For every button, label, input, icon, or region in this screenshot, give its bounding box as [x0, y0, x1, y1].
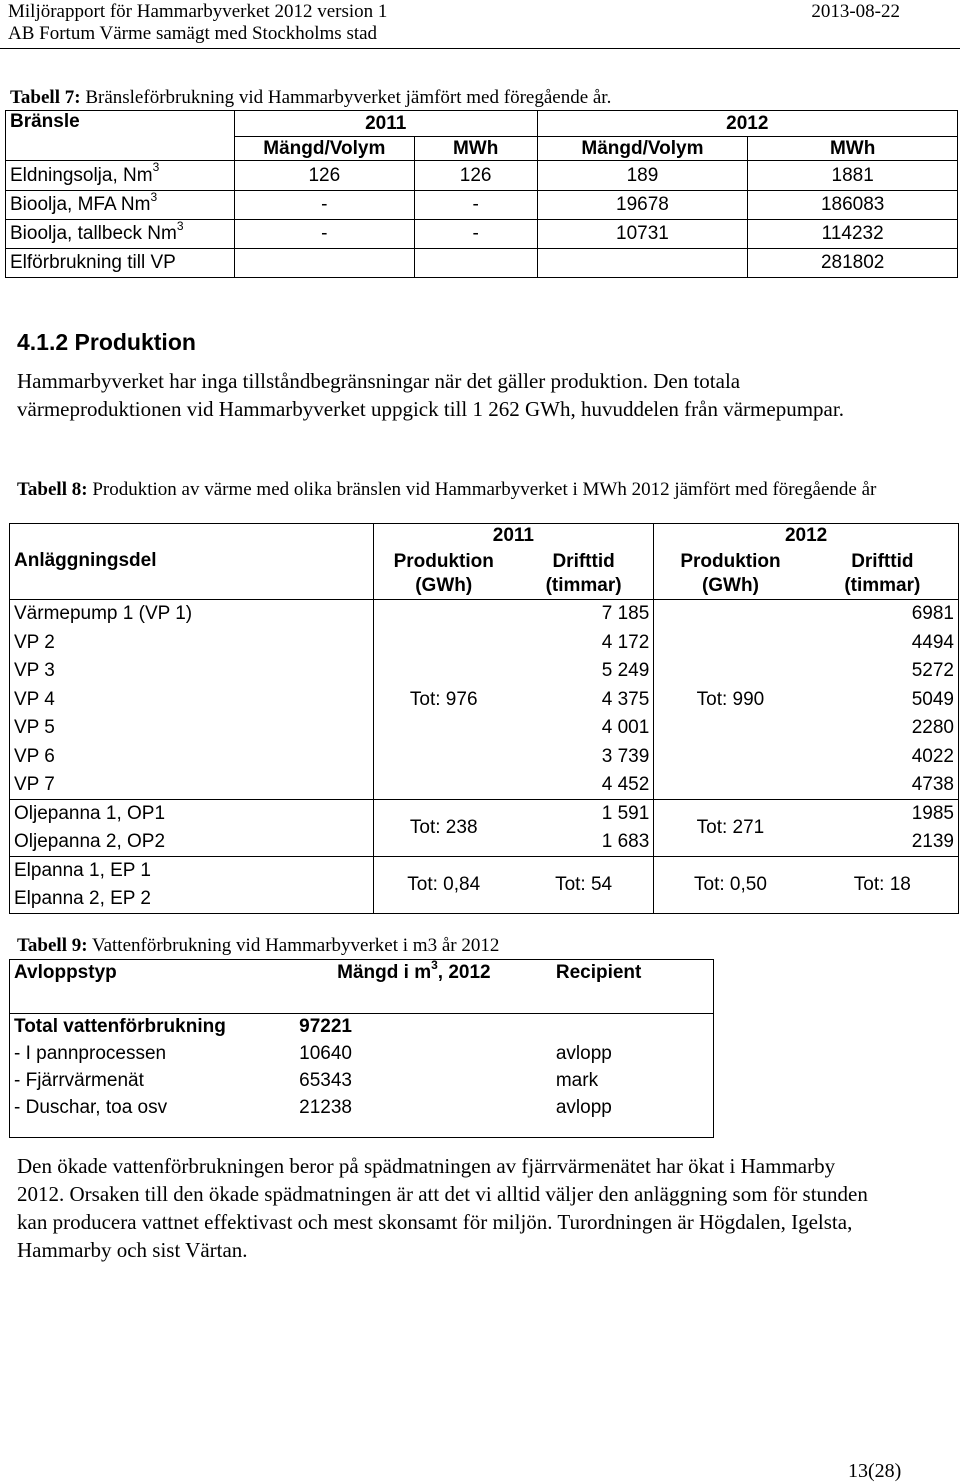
page-number: 13(28) — [848, 1460, 902, 1482]
drift-2012: 4494 — [911, 631, 954, 653]
table-row — [6, 161, 958, 191]
part-name: Värmepump 1 (VP 1) — [10, 600, 374, 629]
table-row — [10, 857, 959, 885]
amount-2012: 19678 — [537, 191, 748, 220]
fuel-name: Bioolja, MFA Nm$^3$ — [6, 191, 235, 220]
ep-drift-2011: Tot: 54 — [514, 857, 654, 914]
col-header-type: Avloppstyp — [14, 962, 117, 983]
water-amount: 21238 — [299, 1097, 352, 1118]
table7-caption-label: Tabell 7: — [10, 87, 81, 108]
drift-2011: 4 001 — [514, 714, 654, 743]
col-header-prod-2011: Produktion (GWh) — [393, 550, 494, 596]
fuel-name: Elförbrukning till VP — [6, 249, 235, 278]
col-header-fuel: Bränsle — [6, 111, 235, 161]
part-name: Elpanna 1, EP 1 — [10, 857, 374, 885]
table-row — [10, 1095, 714, 1122]
water-amount: 65343 — [299, 1070, 352, 1091]
col-header-amount: Mängd i $m^3$, 2012 — [337, 957, 491, 983]
drift-2012: 6981 — [911, 603, 954, 625]
amount-2011 — [234, 249, 414, 278]
drift-2011: 4 452 — [514, 771, 654, 800]
table-row — [10, 1068, 714, 1095]
table-row — [6, 220, 958, 249]
table8-caption-label: Tabell 8: — [17, 479, 88, 500]
mwh-2012: 186083 — [748, 191, 958, 220]
empty-header-cell — [10, 524, 374, 549]
mwh-2012: 1881 — [748, 161, 958, 191]
drift-2011: 1 683 — [514, 828, 654, 857]
op-total-2012: Tot: 271 — [696, 817, 765, 838]
ep-drift-2012: Tot: 18 — [853, 874, 911, 895]
water-amount: 10640 — [299, 1043, 352, 1064]
table-row — [10, 1014, 714, 1041]
ep-prod-2012: Tot: 0,50 — [694, 874, 767, 895]
part-name: VP 7 — [10, 771, 374, 800]
part-name: VP 3 — [10, 657, 374, 686]
water-recipient: avlopp — [552, 1095, 714, 1122]
water-recipient: avlopp — [552, 1041, 714, 1068]
mwh-2011: - — [414, 191, 537, 220]
drift-2011: 4 172 — [514, 629, 654, 657]
table-row — [10, 600, 959, 629]
drift-2012: 1985 — [911, 802, 954, 824]
water-recipient: mark — [552, 1068, 714, 1095]
water-type: - Duschar, toa osv — [10, 1095, 296, 1122]
part-name: Oljepanna 1, OP1 — [10, 800, 374, 828]
subheader-amount-2011: Mängd/Volym — [234, 137, 414, 161]
water-type: - I pannprocessen — [10, 1041, 296, 1068]
total-label: Total vattenförbrukning — [10, 1014, 296, 1041]
amount-2011: - — [234, 220, 414, 249]
company-name: AB Fortum Värme samägt med Stockholms stad — [8, 23, 378, 44]
col-header-2011: 2011 — [373, 524, 654, 549]
col-header-recipient: Recipient — [555, 962, 642, 983]
table-row — [6, 249, 958, 278]
document-date: 2013-08-22 — [811, 1, 900, 22]
part-name: VP 2 — [10, 629, 374, 657]
total-value: 97221 — [299, 1016, 352, 1038]
drift-2011: 3 739 — [514, 743, 654, 771]
production-table — [9, 523, 959, 914]
part-name: VP 6 — [10, 743, 374, 771]
subheader-mwh-2012: MWh — [748, 137, 958, 161]
op-total-2011: Tot: 238 — [409, 817, 478, 838]
part-name: Oljepanna 2, OP2 — [10, 828, 374, 857]
table8-caption — [17, 478, 917, 501]
table7-caption — [10, 87, 611, 109]
mwh-2011: - — [414, 220, 537, 249]
section-heading: 4.1.2 Produktion — [17, 329, 196, 355]
drift-2011: 5 249 — [514, 657, 654, 686]
table9-caption-text: Vattenförbrukning vid Hammarbyverket i m3 år 2012 — [87, 935, 500, 956]
water-consumption-table — [9, 959, 714, 1138]
col-header-2012: 2012 — [784, 525, 828, 547]
part-name: VP 5 — [10, 714, 374, 743]
drift-2011: 4 375 — [514, 686, 654, 714]
document-title: Miljörapport för Hammarbyverket 2012 version 1 — [8, 1, 388, 22]
part-name: VP 4 — [10, 686, 374, 714]
table-row — [10, 1041, 714, 1068]
amount-2012: 189 — [537, 161, 748, 191]
table8-caption-text: Produktion av värme med olika bränslen vid Hammarbyverket i MWh 2012 jämfört med föregående år — [87, 479, 877, 500]
table-row — [10, 800, 959, 828]
drift-2012: 4022 — [911, 745, 954, 767]
vp-total-2011: Tot: 976 — [373, 600, 514, 800]
drift-2012: 4738 — [911, 773, 954, 795]
fuel-name: Bioolja, tallbeck Nm$^3$ — [6, 220, 235, 249]
fuel-consumption-table — [5, 110, 958, 278]
table9-caption — [17, 935, 499, 957]
vp-total-2012: Tot: 990 — [654, 600, 807, 800]
drift-2012: 5049 — [911, 688, 954, 710]
table-row — [6, 191, 958, 220]
drift-2012: 2139 — [911, 830, 954, 852]
mwh-2012: 114232 — [748, 220, 958, 249]
drift-2011: 1 591 — [514, 800, 654, 828]
table-bottom-spacer — [10, 1122, 296, 1138]
mwh-2011 — [414, 249, 537, 278]
drift-2011: 7 185 — [514, 600, 654, 629]
col-header-drift-2011: Drifttid (timmar) — [514, 549, 654, 600]
ep-prod-2011: Tot: 0,84 — [407, 874, 481, 895]
col-header-part: Anläggningsdel — [10, 549, 374, 600]
table9-caption-label: Tabell 9: — [17, 935, 88, 956]
water-type: - Fjärrvärmenät — [10, 1068, 296, 1095]
subheader-amount-2012: Mängd/Volym — [537, 137, 748, 161]
amount-2011: - — [234, 191, 414, 220]
amount-2012: 10731 — [537, 220, 748, 249]
fuel-name: Eldningsolja, Nm$^3$ — [6, 161, 235, 191]
production-paragraph: Hammarbyverket har inga tillståndbegränsningar när det gäller produktion. Den totala värmeproduktionen vid Hammarbyverket uppgick till 1 262 GWh, huvuddelen från värmepumpar. — [17, 369, 844, 421]
col-header-prod-2012: Produktion (GWh) — [680, 550, 781, 596]
drift-2012: 5272 — [911, 660, 954, 681]
amount-2011: 126 — [234, 161, 414, 191]
drift-2012: 2280 — [911, 717, 954, 738]
table7-caption-text: Bränsleförbrukning vid Hammarbyverket jämfört med föregående år. — [80, 87, 612, 108]
mwh-2011: 126 — [414, 161, 537, 191]
col-header-drift-2012: Drifttid (timmar) — [844, 550, 921, 596]
subheader-mwh-2011: MWh — [414, 137, 537, 161]
water-paragraph: Den ökade vattenförbrukningen beror på spädmatningen av fjärrvärmenätet har ökat i Hammarby 2012. Orsaken till den ökade spädmatningen är att det vi alltid väljer den anläggning som för stunden kan producera vattnet effektivast och mest skonsamt för miljön. Turordningen är Högdalen, Igelsta, Hammarby och sist Värtan. — [17, 1154, 868, 1262]
part-name: Elpanna 2, EP 2 — [10, 885, 374, 914]
amount-2012 — [537, 249, 748, 278]
total-recipient-empty — [552, 1014, 714, 1041]
mwh-2012: 281802 — [748, 249, 958, 278]
col-header-2012: 2012 — [537, 111, 957, 137]
page-header — [0, 0, 960, 49]
col-header-2011: 2011 — [234, 111, 537, 137]
